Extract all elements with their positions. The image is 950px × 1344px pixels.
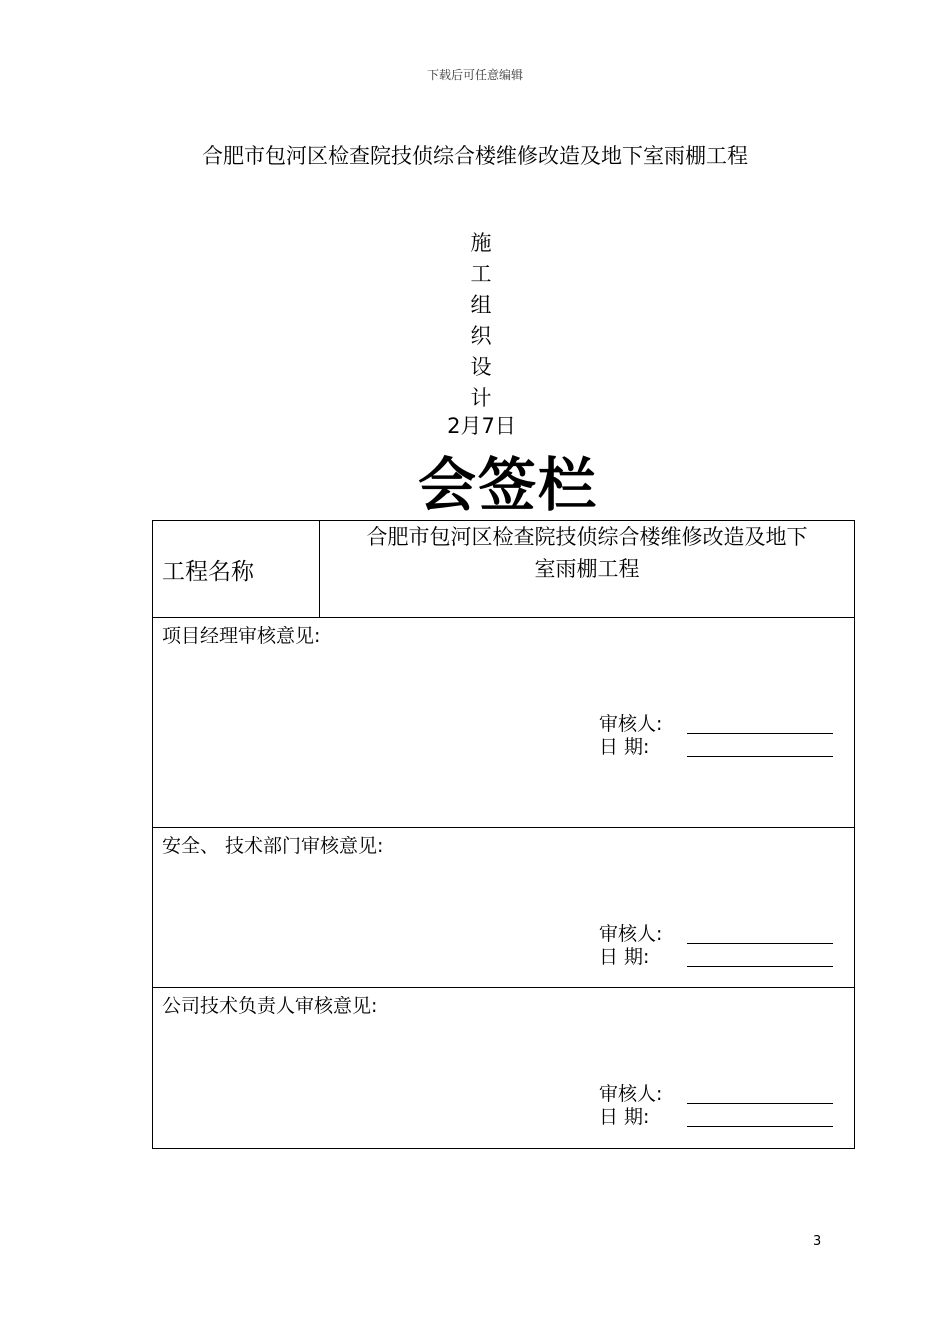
project-name-label: 工程名称	[153, 521, 320, 618]
page-number: 3	[813, 1234, 822, 1249]
date-label: 日 期:	[599, 946, 650, 968]
reviewer-label: 审核人:	[599, 713, 663, 735]
signature-block	[599, 1083, 685, 1129]
table-row	[153, 618, 855, 828]
doc-type-char: 组	[470, 293, 492, 317]
review-label: 项目经理审核意见:	[162, 625, 321, 647]
doc-type-char: 施	[470, 231, 492, 255]
table-row	[153, 828, 855, 988]
doc-type-char: 设	[470, 355, 492, 379]
date-signature-line[interactable]	[687, 756, 833, 757]
document-type-vertical	[466, 228, 496, 414]
reviewer-label: 审核人:	[599, 1083, 663, 1105]
date-signature-line[interactable]	[687, 1126, 833, 1127]
reviewer-signature-line[interactable]	[687, 1103, 833, 1104]
project-name-value	[320, 521, 855, 618]
document-date: 2月7日	[447, 414, 516, 438]
table-row	[153, 521, 855, 618]
date-label: 日 期:	[599, 1106, 650, 1128]
project-name-line: 室雨棚工程	[534, 557, 640, 581]
reviewer-signature-line[interactable]	[687, 943, 833, 944]
doc-type-char: 计	[470, 386, 492, 410]
reviewer-signature-line[interactable]	[687, 733, 833, 734]
sign-off-heading: 会签栏	[417, 451, 598, 519]
sign-off-table	[152, 520, 855, 1149]
signature-block	[599, 713, 685, 759]
review-section-company-tech	[153, 988, 855, 1149]
review-label: 安全、 技术部门审核意见:	[162, 835, 384, 857]
date-signature-line[interactable]	[687, 966, 833, 967]
header-note: 下载后可任意编辑	[426, 68, 523, 82]
review-section-pm	[153, 618, 855, 828]
table-row	[153, 988, 855, 1149]
project-title: 合肥市包河区检查院技侦综合楼维修改造及地下室雨棚工程	[202, 144, 748, 168]
review-label: 公司技术负责人审核意见:	[162, 995, 378, 1017]
reviewer-label: 审核人:	[599, 923, 663, 945]
doc-type-char: 工	[470, 262, 492, 286]
doc-type-char: 织	[470, 324, 492, 348]
review-section-safety-tech	[153, 828, 855, 988]
date-label: 日 期:	[599, 736, 650, 758]
signature-block	[599, 923, 685, 969]
project-name-line: 合肥市包河区检查院技侦综合楼维修改造及地下	[366, 525, 808, 549]
